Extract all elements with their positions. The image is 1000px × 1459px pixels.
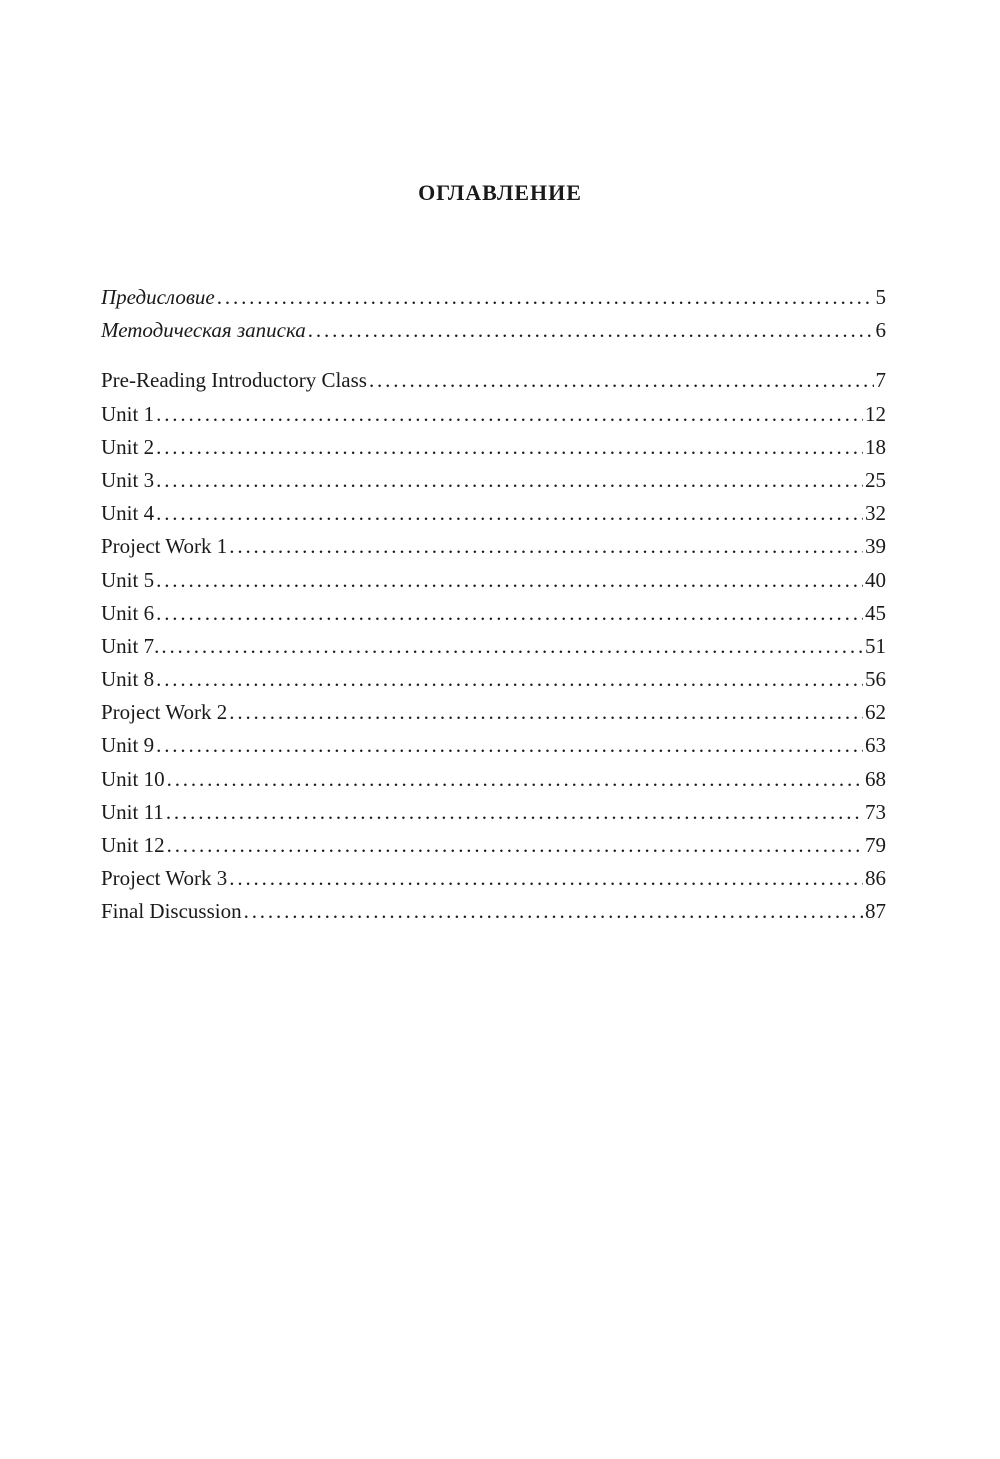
toc-entry-label: Final Discussion [101,899,242,924]
toc-entry [101,434,886,467]
toc-entry [101,666,886,699]
toc-dot-leader [229,533,863,559]
toc-entry-page: 5 [875,285,886,309]
toc-entry-label: Unit 4 [101,501,155,526]
toc-entry [101,633,886,666]
toc-entry-page: 63 [865,733,886,758]
toc-entry [101,799,886,832]
toc-entry-page: 18 [865,434,886,459]
toc-entry [101,732,886,765]
toc-entry [101,865,886,898]
toc-entry-page: 79 [865,833,886,857]
toc-entry [101,500,886,533]
toc-entry-page: 51 [865,633,886,658]
toc-entry [101,766,886,799]
toc-entry [101,401,886,434]
toc-entry-page: 68 [865,766,886,791]
toc-dot-leader [156,732,863,758]
toc-entry-page: 87 [865,899,886,924]
toc-entry [101,567,886,600]
toc-dot-leader [167,832,863,858]
toc-entry-page: 12 [865,401,886,426]
toc-dot-leader [229,865,863,891]
toc-entry [101,367,886,400]
toc-entry-label: Unit 5 [101,567,155,592]
toc-entry-page: 62 [865,700,886,725]
toc-entry [101,600,886,633]
toc-dot-leader [156,434,863,460]
toc-entry-label: Unit 9 [101,733,155,758]
toc-entry [101,467,886,500]
toc-dot-leader [166,799,863,825]
toc-entry-label: Unit 6 [101,600,155,625]
toc-entry-label: Unit 7. [101,633,160,658]
page-title: ОГЛАВЛЕНИЕ [418,180,582,205]
toc-dot-leader [156,666,863,692]
toc-dot-leader [156,467,863,493]
toc-entry [101,284,886,317]
toc-dot-leader [244,898,863,924]
toc-dot-leader [167,766,863,792]
toc-entry-page: 7 [875,368,886,393]
toc-entry-page: 56 [865,667,886,692]
toc-entry-label: Project Work 2 [101,700,228,725]
toc-entry-page: 40 [865,567,886,592]
toc-dot-leader [369,367,874,393]
toc-entry-label: Unit 3 [101,467,155,492]
toc-entry-page: 25 [865,467,886,492]
toc-entry [101,832,886,865]
toc-entry [101,699,886,732]
toc-entry-label: Unit 2 [101,434,155,459]
table-of-contents [101,284,886,932]
toc-entry-label: Методическая записка [101,318,306,343]
toc-entry-label: Unit 1 [101,401,155,426]
toc-entry-label: Unit 10 [101,766,165,791]
toc-dot-leader [156,600,863,626]
toc-dot-leader [156,567,863,593]
toc-entry-page: 45 [865,600,886,625]
toc-dot-leader [229,699,863,725]
toc-entry [101,317,886,350]
toc-entry-page: 32 [865,501,886,526]
toc-entry-label: Project Work 1 [101,534,228,559]
toc-entry-page: 73 [865,799,886,824]
toc-dot-leader [161,633,863,659]
toc-entry-page: 6 [875,318,886,343]
toc-dot-leader [308,317,874,343]
toc-entry-label: Project Work 3 [101,866,228,891]
toc-entry-label: Unit 11 [101,799,164,824]
toc-dot-leader [156,500,863,526]
toc-entry [101,898,886,931]
toc-entry-label: Unit 12 [101,833,165,857]
toc-entry-page: 86 [865,866,886,891]
toc-entry-label: Unit 8 [101,667,155,692]
toc-entry-label: Предисловие [101,285,215,309]
toc-entry-label: Pre-Reading Introductory Class [101,368,367,393]
toc-entry [101,533,886,566]
toc-dot-leader [217,284,874,310]
toc-dot-leader [156,401,863,427]
toc-entry-page: 39 [865,534,886,559]
